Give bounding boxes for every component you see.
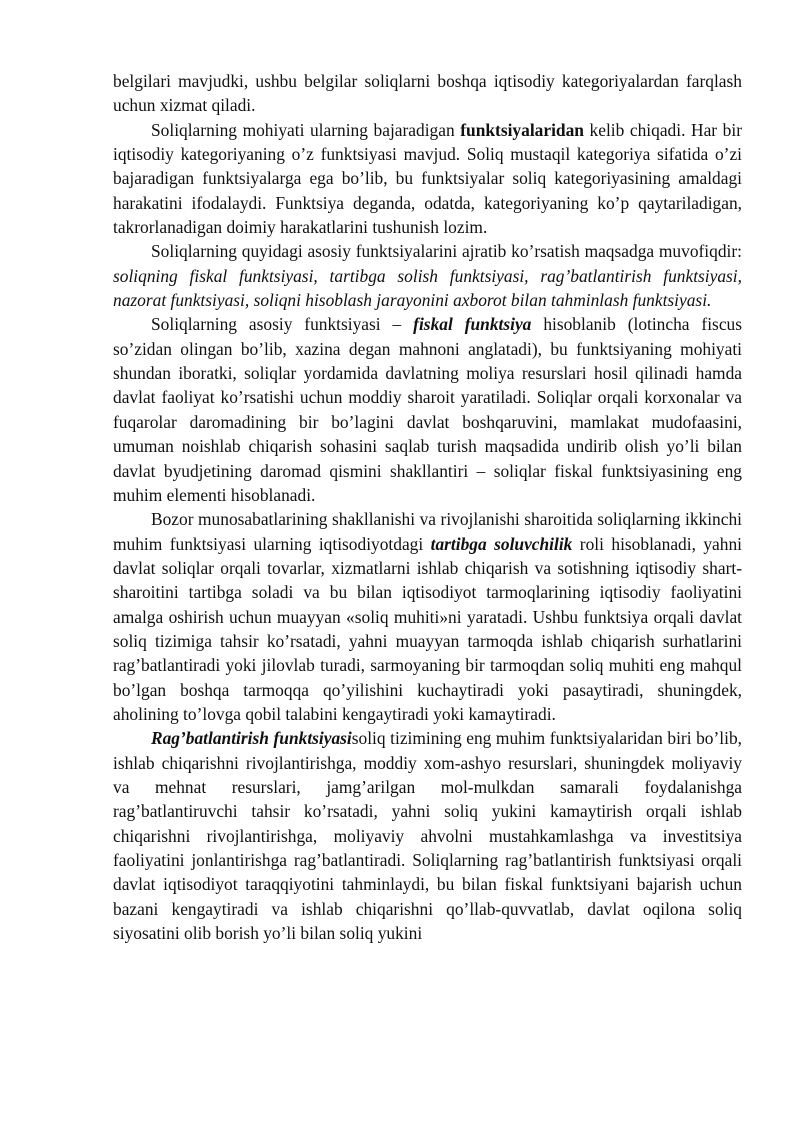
bold-term: funktsiyalaridan	[460, 119, 584, 140]
paragraph-text: kelib chiqadi. Har bir iqtisodiy kategoriyaning o’z funktsiyasi mavjud. Soliq mustaqil kategoriya sifatida o’zi bajaradigan funktsiyalarga ega bo’lib, bu funktsiyalar soliq kategoriyasining amaldagi harakatini ifodalaydi. Funktsiya deganda, odatda, kategoriyaning ko’p qaytariladigan, takrorlanadigan doimiy harakatlarini tushunish lozim.	[113, 119, 742, 238]
paragraph-continuation	[113, 69, 742, 118]
paragraph-text: Soliqlarning mohiyati ularning bajaradigan	[151, 119, 461, 140]
bold-italic-term: Rag’batlantirish funktsiyasi	[151, 728, 352, 749]
paragraph-text: roli hisoblanadi, yahni davlat soliqlar orqali tovarlar, xizmatlarni ishlab chiqarish va sotishning iqtisodiy shart-sharoitini tartibga soladi va bu bilan iqtisodiyot tarmoqlarining iqtisodiy faoliyatini amalga oshirish uchun muayyan «soliq muhiti»ni yaratadi. Ushbu funktsiya orqali davlat soliq tizimiga tahsir ko’rsatadi, yahni muayyan tarmoqda ishlab chiqarish surhatlarini rag’batlantiradi yoki jilovlab turadi, sarmoyaning bir tarmoqdan soliq muhiti eng mahqul bo’lgan boshqa tarmoqqa qo’yilishini kuchaytiradi yoki pasaytiradi, shuningdek, aholining to’lovga qobil talabini kengaytiradi yoki kamaytiradi.	[113, 533, 742, 724]
paragraph-text: soliq tizimining eng muhim funktsiyalaridan biri bo’lib, ishlab chiqarishni rivojlantirishga, moddiy xom-ashyo resurslari, shuningdek moliyaviy va mehnat resurslari, jamg’arilgan mol-mulkdan samarali foydalanishga rag’batlantiruvchi tahsir ko’rsatadi, yahni soliq yukini kamaytirish orqali ishlab chiqarishni rivojlantirishga, moliyaviy ahvolni mustahkamlashga va investitsiya faoliyatini jonlantirishga rag’batlantiradi. Soliqlarning rag’batlantirish funktsiyasi orqali davlat iqtisodiyot taraqqiyotini tahminlaydi, bu bilan fiskal funktsiyani bajarish uchun bazani kengaytiradi va ishlab chiqarishni qo’llab-quvvatlab, davlat oqilona soliq siyosatini olib borish yo’li bilan soliq yukini	[113, 728, 742, 944]
bold-italic-term: fiskal funktsiya	[413, 314, 532, 335]
paragraph-functions-intro	[113, 118, 742, 240]
document-page	[113, 69, 742, 945]
paragraph-fiscal-function	[113, 312, 742, 507]
paragraph-text: Soliqlarning quyidagi asosiy funktsiyalarini ajratib ko’rsatish maqsadga muvofiqdir:	[151, 241, 742, 262]
paragraph-text: Soliqlarning asosiy funktsiyasi –	[151, 314, 414, 335]
paragraph-regulatory-function	[113, 507, 742, 726]
paragraph-text: hisoblanib (lotincha fiscus so’zidan olingan bo’lib, xazina degan mahnoni anglatadi), bu funktsiyaning mohiyati shundan iboratki, soliqlar yordamida davlatning moliya resurslari hosil qilinadi hamda davlat faoliyat ko’rsatishi uchun moddiy sharoit yaratiladi. Soliqlar orqali korxonalar va fuqarolar daromadining bir bo’lagini davlat boshqaruvini, mamlakat mudofaasini, umuman noishlab chiqarish sohasini saqlab turish maqsadida undirib olish yo’li bilan davlat byudjetining daromad qismini shakllantiri – soliqlar fiskal funktsiyasining eng muhim elementi hisoblanadi.	[113, 314, 742, 505]
paragraph-text: belgilari mavjudki, ushbu belgilar soliqlarni boshqa iqtisodiy kategoriyalardan farqlash uchun xizmat qiladi.	[113, 71, 742, 116]
paragraph-incentive-function	[113, 726, 742, 945]
paragraph-functions-list	[113, 239, 742, 312]
bold-italic-term: tartibga soluvchilik	[430, 533, 573, 554]
italic-functions-list: soliqning fiskal funktsiyasi, tartibga solish funktsiyasi, rag’batlantirish funktsiyasi, nazorat funktsiyasi, soliqni hisoblash jarayonini axborot bilan tahminlash funktsiyasi.	[113, 265, 742, 311]
paragraph-text: Bozor munosabatlarining shakllanishi va rivojlanishi sharoitida soliqlarning ikkinchi muhim funktsiyasi ularning iqtisodiyotdagi	[113, 509, 742, 554]
